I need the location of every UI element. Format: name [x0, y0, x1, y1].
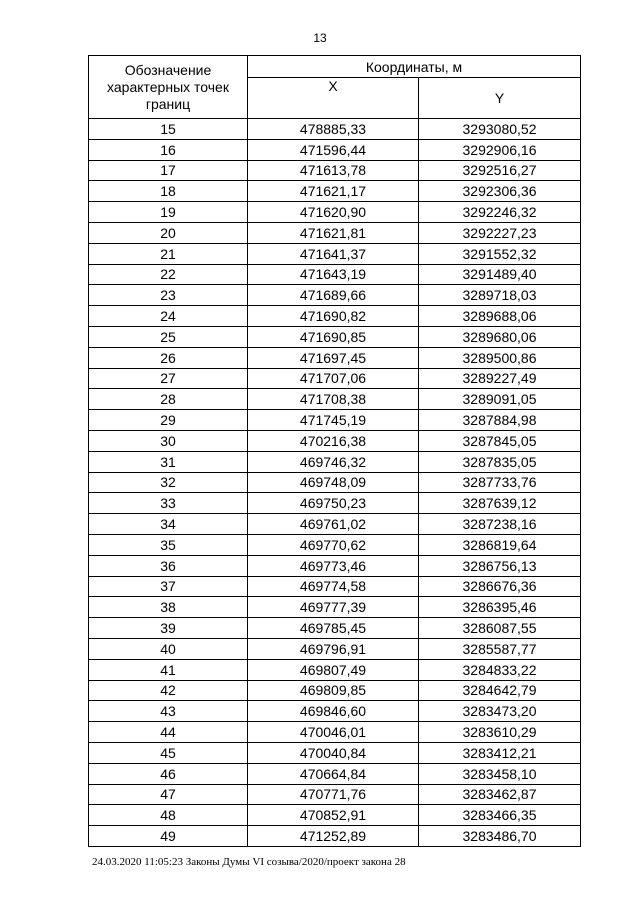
y-coordinate-cell: 3291489,40: [419, 264, 581, 285]
x-coordinate-cell: 471708,38: [248, 389, 419, 410]
point-number-cell: 22: [89, 264, 248, 285]
y-coordinate-cell: 3286819,64: [419, 534, 581, 555]
point-number-cell: 31: [89, 451, 248, 472]
page-number: 13: [313, 31, 327, 45]
point-number-cell: 35: [89, 534, 248, 555]
y-coordinate-cell: 3291552,32: [419, 243, 581, 264]
table-body: [89, 119, 581, 847]
point-number-cell: 44: [89, 722, 248, 743]
point-number-cell: 30: [89, 430, 248, 451]
table-row: [89, 618, 581, 639]
y-coordinate-cell: 3286087,55: [419, 618, 581, 639]
point-number-cell: 45: [89, 742, 248, 763]
point-number-cell: 19: [89, 202, 248, 223]
y-coordinate-cell: 3287884,98: [419, 410, 581, 431]
y-coordinate-cell: 3292906,16: [419, 139, 581, 160]
point-number-cell: 43: [89, 701, 248, 722]
y-coordinate-cell: 3289091,05: [419, 389, 581, 410]
y-coordinate-cell: 3287639,12: [419, 493, 581, 514]
table-row: [89, 555, 581, 576]
table-row: [89, 326, 581, 347]
table-row: [89, 659, 581, 680]
point-number-cell: 32: [89, 472, 248, 493]
y-coordinate-cell: 3292306,36: [419, 181, 581, 202]
y-coordinate-cell: 3292246,32: [419, 202, 581, 223]
x-coordinate-cell: 469746,32: [248, 451, 419, 472]
table-row: [89, 680, 581, 701]
table-row: [89, 701, 581, 722]
x-coordinate-cell: 471621,81: [248, 222, 419, 243]
table-row: [89, 472, 581, 493]
table-row: [89, 119, 581, 140]
y-coordinate-cell: 3283473,20: [419, 701, 581, 722]
point-number-cell: 47: [89, 784, 248, 805]
table-row: [89, 514, 581, 535]
table-row: [89, 451, 581, 472]
y-coordinate-cell: 3293080,52: [419, 119, 581, 140]
y-coordinate-cell: 3283458,10: [419, 763, 581, 784]
y-coordinate-cell: 3283610,29: [419, 722, 581, 743]
y-coordinate-cell: 3287845,05: [419, 430, 581, 451]
x-coordinate-cell: 471641,37: [248, 243, 419, 264]
x-coordinate-cell: 470852,91: [248, 805, 419, 826]
y-header: Y: [419, 78, 581, 119]
point-number-cell: 41: [89, 659, 248, 680]
y-coordinate-cell: 3283466,35: [419, 805, 581, 826]
table-row: [89, 784, 581, 805]
table-row: [89, 722, 581, 743]
coordinates-header: Координаты, м: [248, 56, 581, 78]
footer-stamp: 24.03.2020 11:05:23 Законы Думы VI созыва/2020/проект закона 28: [92, 856, 406, 868]
point-number-cell: 21: [89, 243, 248, 264]
table-row: [89, 742, 581, 763]
table-row: [89, 368, 581, 389]
x-coordinate-cell: 469750,23: [248, 493, 419, 514]
table-row: [89, 243, 581, 264]
table-row: [89, 306, 581, 327]
table-row: [89, 534, 581, 555]
point-number-cell: 49: [89, 826, 248, 847]
table-row: [89, 597, 581, 618]
y-coordinate-cell: 3284642,79: [419, 680, 581, 701]
y-coordinate-cell: 3289500,86: [419, 347, 581, 368]
x-coordinate-cell: 471697,45: [248, 347, 419, 368]
table-row: [89, 763, 581, 784]
y-coordinate-cell: 3285587,77: [419, 638, 581, 659]
point-number-cell: 23: [89, 285, 248, 306]
x-coordinate-cell: 469809,85: [248, 680, 419, 701]
point-number-cell: 46: [89, 763, 248, 784]
table-row: [89, 576, 581, 597]
x-coordinate-cell: 470216,38: [248, 430, 419, 451]
y-coordinate-cell: 3283462,87: [419, 784, 581, 805]
point-number-cell: 33: [89, 493, 248, 514]
point-number-cell: 34: [89, 514, 248, 535]
table-row: [89, 638, 581, 659]
y-coordinate-cell: 3292227,23: [419, 222, 581, 243]
x-coordinate-cell: 469777,39: [248, 597, 419, 618]
point-number-cell: 29: [89, 410, 248, 431]
x-coordinate-cell: 469773,46: [248, 555, 419, 576]
x-coordinate-cell: 471620,90: [248, 202, 419, 223]
point-number-cell: 39: [89, 618, 248, 639]
x-coordinate-cell: 471689,66: [248, 285, 419, 306]
point-number-cell: 25: [89, 326, 248, 347]
point-designation-header: Обозначение характерных точек границ: [89, 56, 248, 119]
y-coordinate-cell: 3284833,22: [419, 659, 581, 680]
point-number-cell: 27: [89, 368, 248, 389]
table-row: [89, 805, 581, 826]
y-coordinate-cell: 3287238,16: [419, 514, 581, 535]
y-coordinate-cell: 3289680,06: [419, 326, 581, 347]
x-coordinate-cell: 470040,84: [248, 742, 419, 763]
y-coordinate-cell: 3289718,03: [419, 285, 581, 306]
table-row: [89, 389, 581, 410]
x-coordinate-cell: 471252,89: [248, 826, 419, 847]
x-coordinate-cell: 469846,60: [248, 701, 419, 722]
x-coordinate-cell: 471613,78: [248, 160, 419, 181]
point-number-cell: 28: [89, 389, 248, 410]
point-number-cell: 38: [89, 597, 248, 618]
table-row: [89, 202, 581, 223]
table-row: [89, 264, 581, 285]
x-coordinate-cell: 469748,09: [248, 472, 419, 493]
point-number-cell: 36: [89, 555, 248, 576]
coordinates-table: [88, 55, 581, 847]
point-number-cell: 40: [89, 638, 248, 659]
x-coordinate-cell: 470664,84: [248, 763, 419, 784]
point-number-cell: 18: [89, 181, 248, 202]
y-coordinate-cell: 3286395,46: [419, 597, 581, 618]
y-coordinate-cell: 3286756,13: [419, 555, 581, 576]
table-row: [89, 139, 581, 160]
point-number-cell: 20: [89, 222, 248, 243]
x-coordinate-cell: 470046,01: [248, 722, 419, 743]
point-number-cell: 48: [89, 805, 248, 826]
x-coordinate-cell: 471745,19: [248, 410, 419, 431]
x-coordinate-cell: 469796,91: [248, 638, 419, 659]
table-row: [89, 826, 581, 847]
point-number-cell: 16: [89, 139, 248, 160]
x-coordinate-cell: 469807,49: [248, 659, 419, 680]
table-row: [89, 430, 581, 451]
x-coordinate-cell: 471690,82: [248, 306, 419, 327]
x-coordinate-cell: 471690,85: [248, 326, 419, 347]
table-row: [89, 160, 581, 181]
x-coordinate-cell: 469774,58: [248, 576, 419, 597]
y-coordinate-cell: 3283486,70: [419, 826, 581, 847]
x-coordinate-cell: 471707,06: [248, 368, 419, 389]
table-row: [89, 493, 581, 514]
y-coordinate-cell: 3287835,05: [419, 451, 581, 472]
y-coordinate-cell: 3283412,21: [419, 742, 581, 763]
point-number-cell: 26: [89, 347, 248, 368]
x-coordinate-cell: 478885,33: [248, 119, 419, 140]
y-coordinate-cell: 3289688,06: [419, 306, 581, 327]
x-coordinate-cell: 469761,02: [248, 514, 419, 535]
x-coordinate-cell: 471621,17: [248, 181, 419, 202]
y-coordinate-cell: 3287733,76: [419, 472, 581, 493]
y-coordinate-cell: 3289227,49: [419, 368, 581, 389]
x-coordinate-cell: 469785,45: [248, 618, 419, 639]
point-number-cell: 42: [89, 680, 248, 701]
x-coordinate-cell: 471596,44: [248, 139, 419, 160]
x-coordinate-cell: 469770,62: [248, 534, 419, 555]
y-coordinate-cell: 3286676,36: [419, 576, 581, 597]
x-header: X: [248, 78, 419, 119]
table-row: [89, 222, 581, 243]
point-number-cell: 17: [89, 160, 248, 181]
x-coordinate-cell: 470771,76: [248, 784, 419, 805]
y-coordinate-cell: 3292516,27: [419, 160, 581, 181]
table-row: [89, 410, 581, 431]
table-row: [89, 285, 581, 306]
point-number-cell: 15: [89, 119, 248, 140]
point-number-cell: 24: [89, 306, 248, 327]
point-number-cell: 37: [89, 576, 248, 597]
table-row: [89, 347, 581, 368]
table-row: [89, 181, 581, 202]
x-coordinate-cell: 471643,19: [248, 264, 419, 285]
